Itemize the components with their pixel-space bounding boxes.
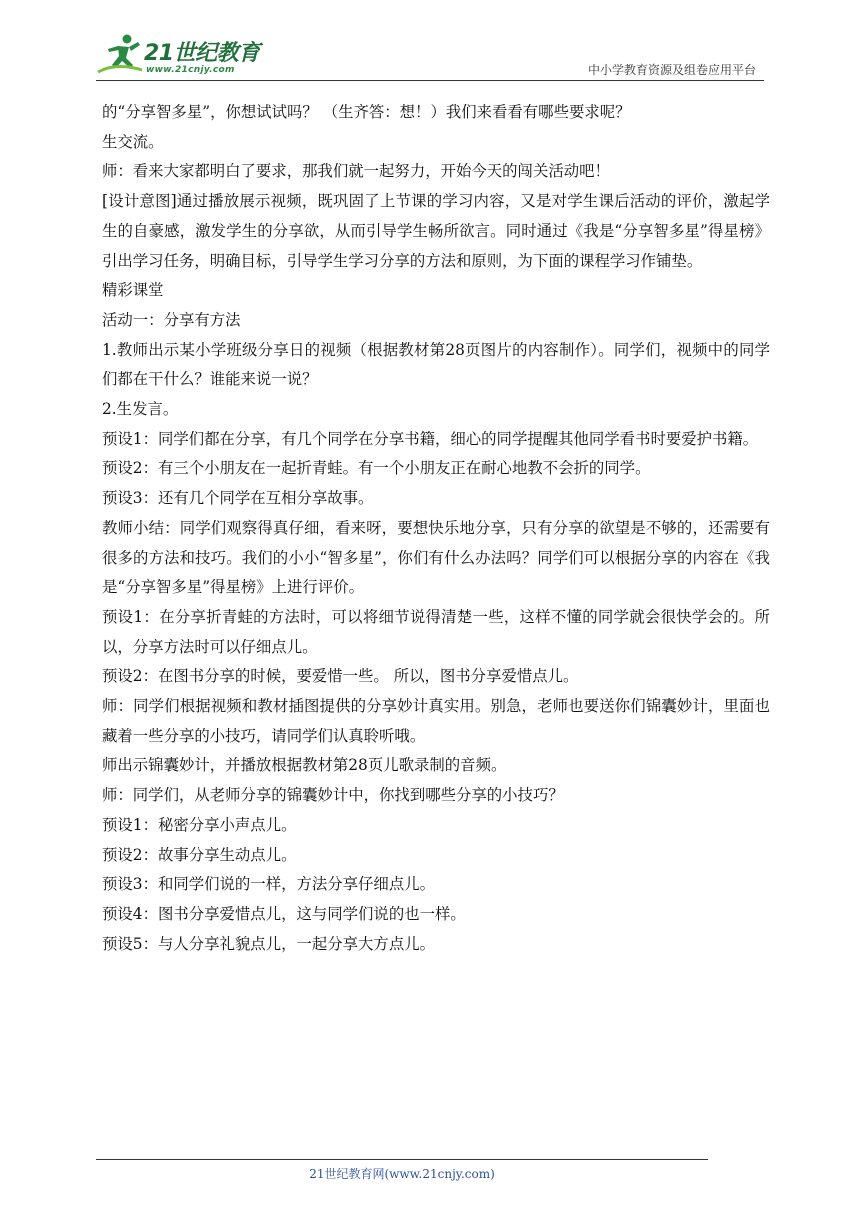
paragraph: 师出示锦囊妙计，并播放根据教材第28页儿歌录制的音频。 bbox=[102, 756, 507, 775]
page-footer[interactable]: 21世纪教育网(www.21cnjy.com) bbox=[309, 1167, 495, 1181]
paragraph: 1.教师出示某小学班级分享日的视频（根据教材第28页图片的内容制作）。同学们，视频中的同学们都在干什么？谁能来说一说？ bbox=[102, 340, 770, 389]
paragraph: 预设1：秘密分享小声点儿。 bbox=[102, 815, 297, 834]
paragraph: 预设2：故事分享生动点儿。 bbox=[102, 845, 297, 864]
paragraph: 预设5：与人分享礼貌点儿，一起分享大方点儿。 bbox=[102, 934, 435, 953]
paragraph: 师：同学们根据视频和教材插图提供的分享妙计真实用。别急，老师也要送你们锦囊妙计，里面也藏着一些分享的小技巧，请同学们认真聆听哦。 bbox=[102, 697, 770, 745]
logo-text: 21世纪教育 bbox=[144, 41, 260, 66]
paragraph: 预设3：和同学们说的一样，方法分享仔细点儿。 bbox=[102, 875, 435, 894]
activity-heading: 活动一：分享有方法 bbox=[102, 310, 241, 329]
header-tagline: 中小学教育资源及组卷应用平台 bbox=[587, 63, 756, 77]
paragraph: 生交流。 bbox=[102, 132, 164, 151]
footer-divider bbox=[96, 1159, 708, 1160]
paragraph: 教师小结：同学们观察得真仔细，看来呀，要想快乐地分享，只有分享的欲望是不够的，还需要有很多的方法和技巧。我们的小小“智多星”，你们有什么办法吗？同学们可以根据分享的内容在《我是“分享智多星”得星榜》上进行评价。 bbox=[102, 518, 770, 597]
paragraph: 师：看来大家都明白了要求，那我们就一起努力，开始今天的闯关活动吧！ bbox=[102, 162, 610, 181]
header-divider bbox=[96, 80, 764, 81]
paragraph: 师：同学们，从老师分享的锦囊妙计中，你找到哪些分享的小技巧？ bbox=[102, 786, 564, 805]
paragraph: 2.生发言。 bbox=[102, 400, 179, 419]
paragraph: 的“分享智多星”，你想试试吗？ （生齐答：想！）我们来看看有哪些要求呢？ bbox=[102, 103, 631, 121]
paragraph: 预设4：图书分享爱惜点儿，这与同学们说的也一样。 bbox=[102, 904, 466, 923]
page-header bbox=[96, 30, 764, 80]
document-body bbox=[102, 98, 770, 959]
paragraph: 预设2：在图书分享的时候，要爱惜一些。 所以，图书分享爱惜点儿。 bbox=[102, 667, 579, 686]
section-heading: 精彩课堂 bbox=[102, 281, 164, 300]
running-figure-icon bbox=[96, 32, 146, 78]
paragraph: 预设3：还有几个同学在互相分享故事。 bbox=[102, 489, 374, 508]
logo-url: www.21cnjy.com bbox=[146, 65, 235, 75]
paragraph: [设计意图]通过播放展示视频，既巩固了上节课的学习内容，又是对学生课后活动的评价，激起学生的自豪感，激发学生的分享欲，从而引导学生畅所欲言。同时通过《我是“分享智多星”得星榜》引出学习任务，明确目标，引导学生学习分享的方法和原则，为下面的课程学习作铺垫。 bbox=[102, 192, 770, 270]
site-logo[interactable] bbox=[96, 32, 266, 78]
paragraph: 预设1：同学们都在分享，有几个同学在分享书籍，细心的同学提醒其他同学看书时要爱护书籍。 bbox=[102, 429, 759, 448]
paragraph: 预设1：在分享折青蛙的方法时，可以将细节说得清楚一些，这样不懂的同学就会很快学会的。所以，分享方法时可以仔细点儿。 bbox=[102, 607, 770, 656]
paragraph: 预设2：有三个小朋友在一起折青蛙。有一个小朋友正在耐心地教不会折的同学。 bbox=[102, 459, 651, 478]
